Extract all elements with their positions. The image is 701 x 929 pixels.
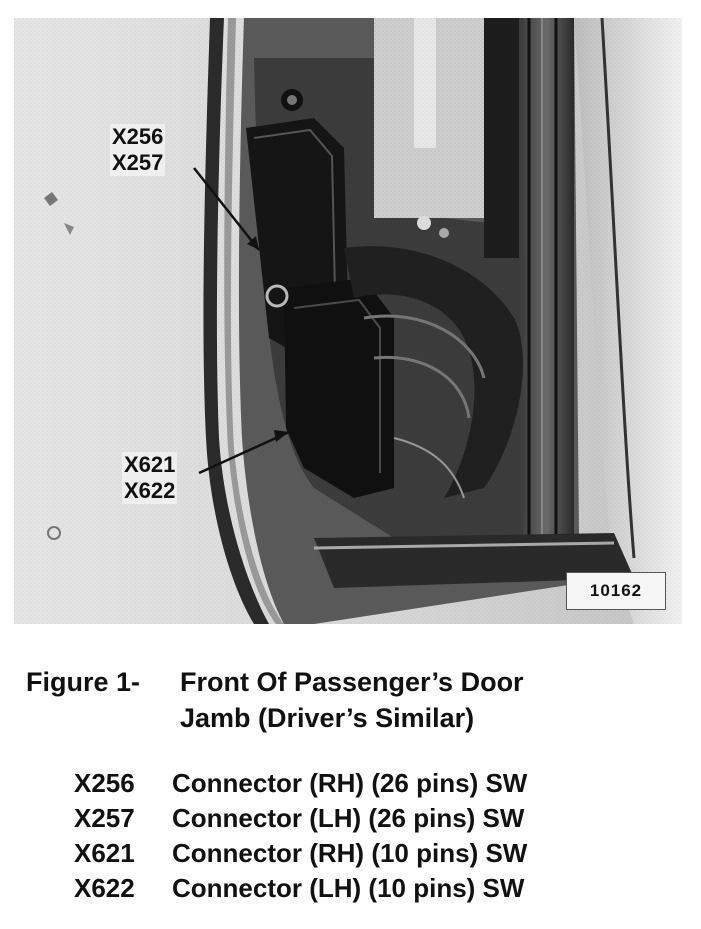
legend-item [74, 836, 527, 871]
callout-x621-x622 [122, 452, 177, 504]
callout-label: X622 [124, 478, 176, 503]
connector-description: Connector (RH) (10 pins) SW [172, 838, 528, 868]
figure-number-box: 10162 [566, 572, 666, 610]
connector-description: Connector (RH) (26 pins) SW [172, 768, 528, 798]
legend-item [74, 766, 527, 801]
callout-label: X257 [112, 150, 164, 175]
figure-caption [26, 664, 524, 736]
caption-title-line2: Jamb (Driver’s Similar) [180, 703, 475, 733]
door-jamb-photo [14, 18, 682, 624]
legend-item [74, 801, 527, 836]
connector-description: Connector (LH) (26 pins) SW [172, 803, 525, 833]
connector-code: X256 [74, 768, 135, 798]
callout-label: X256 [112, 124, 164, 149]
figure-number-label: Figure 1- [26, 667, 141, 697]
callout-label: X621 [124, 452, 176, 477]
connector-description: Connector (LH) (10 pins) SW [172, 873, 525, 903]
callout-x256-x257 [110, 124, 165, 176]
connector-code: X257 [74, 803, 135, 833]
connector-legend [74, 766, 527, 906]
connector-code: X621 [74, 838, 135, 868]
connector-code: X622 [74, 873, 135, 903]
caption-title-line1: Front Of Passenger’s Door [180, 667, 524, 697]
legend-item [74, 871, 527, 906]
